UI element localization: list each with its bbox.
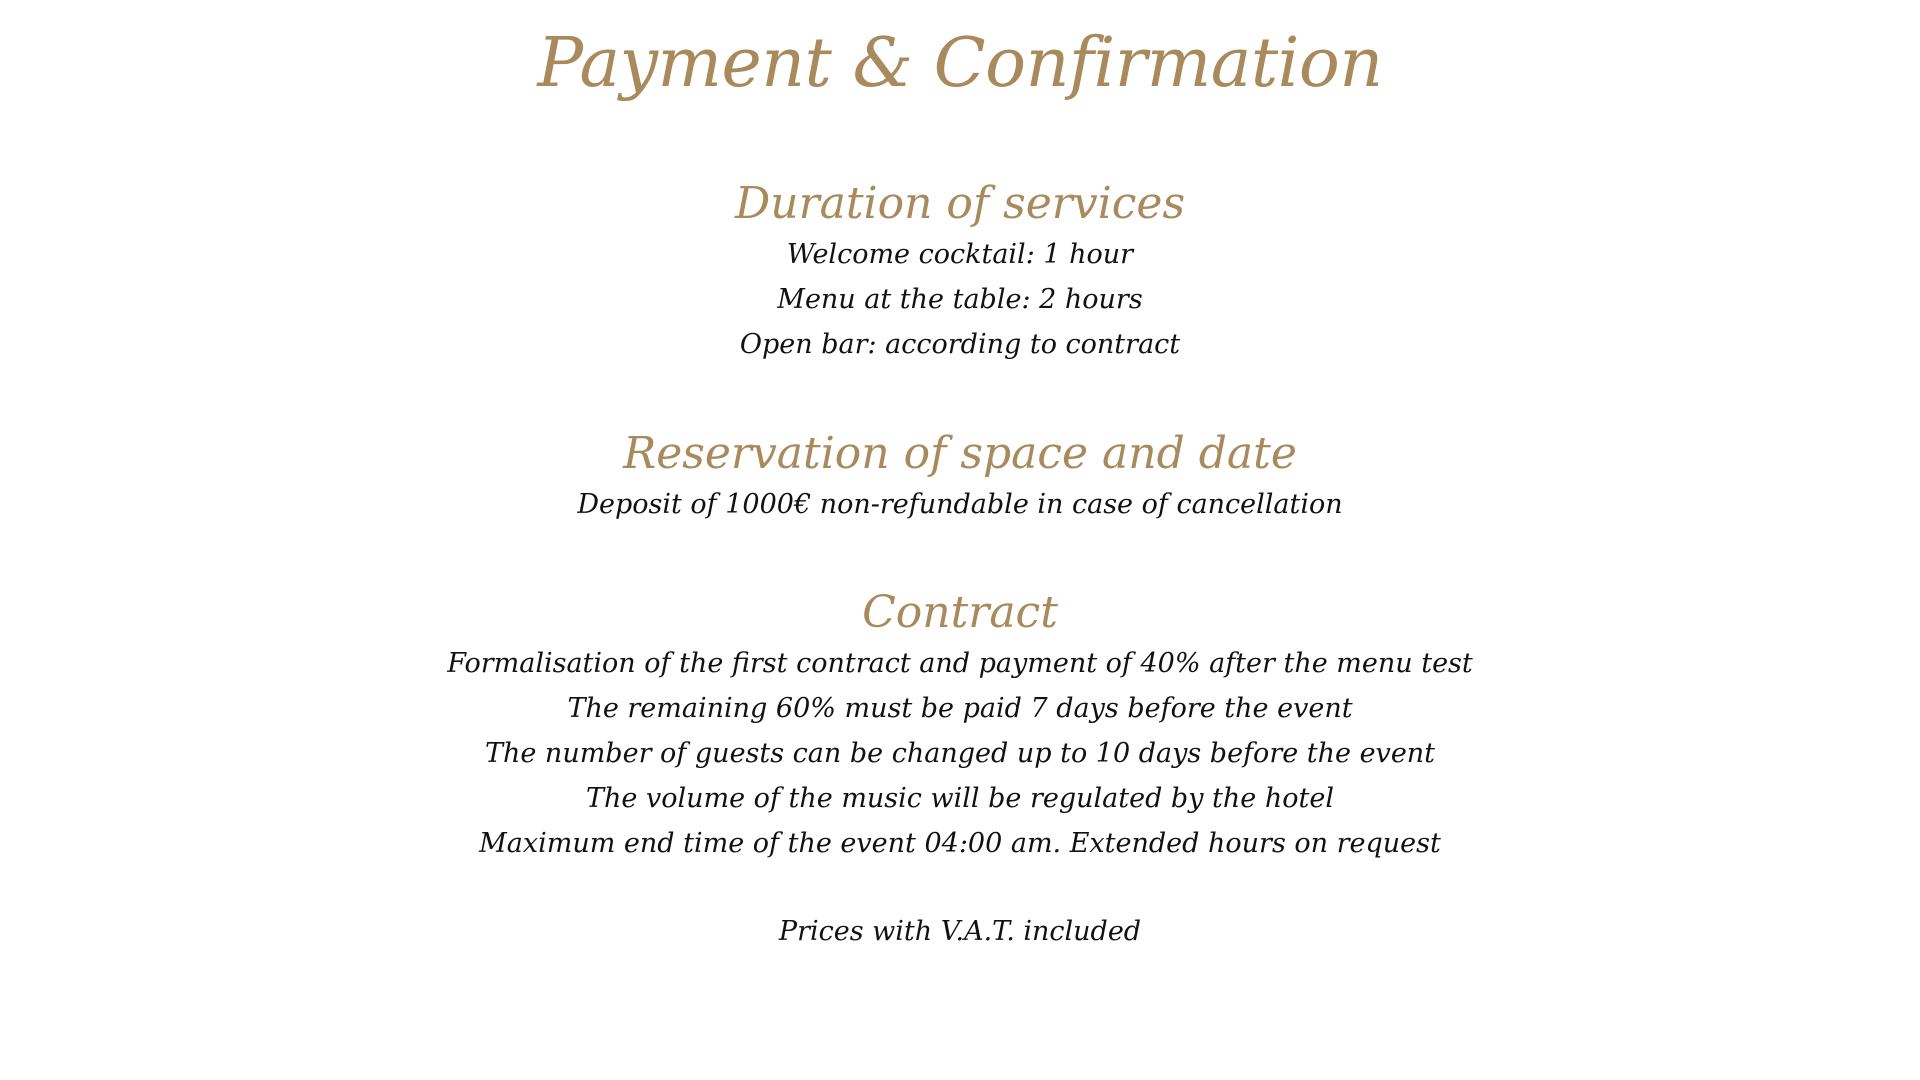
section-line: Formalisation of the first contract and payment of 40% after the menu test — [447, 648, 1473, 679]
section-duration-of-services — [0, 176, 1920, 367]
section-line: The number of guests can be changed up to 10 days before the event — [484, 738, 1436, 769]
section-heading: Duration of services — [734, 178, 1186, 229]
section-reservation — [0, 426, 1920, 527]
section-line: Deposit of 1000€ non-refundable in case of cancellation — [577, 489, 1343, 520]
section-line: Maximum end time of the event 04:00 am. Extended hours on request — [479, 828, 1441, 859]
section-contract — [0, 585, 1920, 866]
section-heading: Contract — [862, 587, 1058, 638]
section-line: The remaining 60% must be paid 7 days before the event — [567, 693, 1353, 724]
section-line: The volume of the music will be regulated by the hotel — [586, 783, 1334, 814]
section-line: Open bar: according to contract — [739, 329, 1181, 360]
section-heading: Reservation of space and date — [623, 428, 1297, 479]
vat-footnote: Prices with V.A.T. included — [778, 916, 1142, 947]
section-line: Menu at the table: 2 hours — [777, 284, 1143, 315]
section-line: Welcome cocktail: 1 hour — [786, 239, 1134, 270]
page-title: Payment & Confirmation — [537, 24, 1383, 103]
